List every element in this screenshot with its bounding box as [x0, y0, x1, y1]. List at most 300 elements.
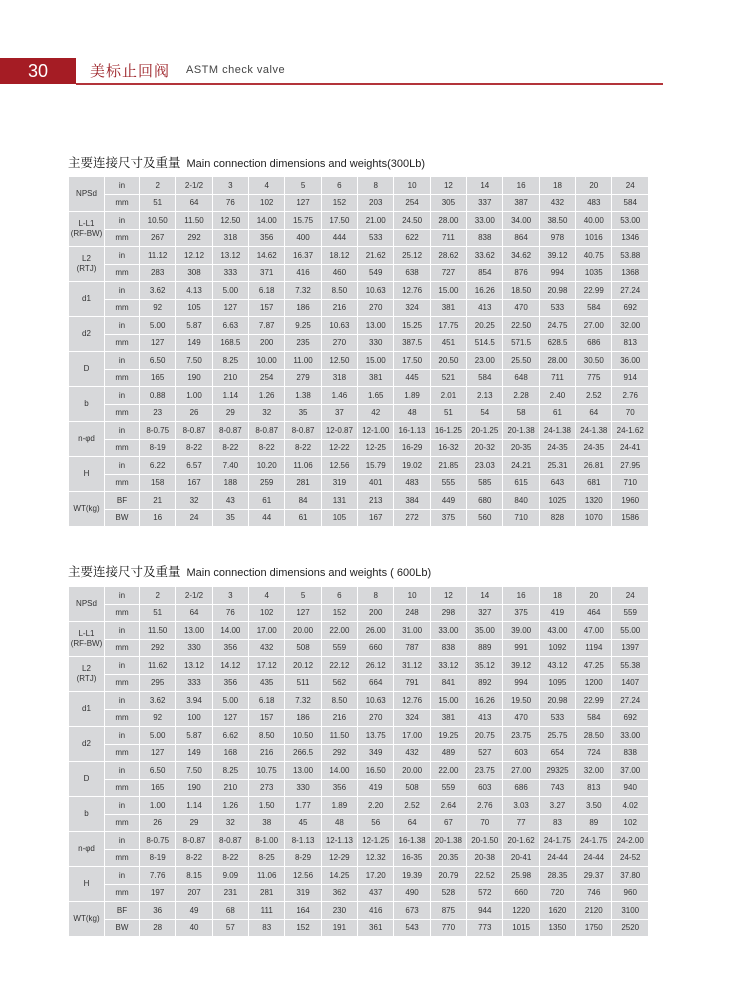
section-title-cn: 主要连接尺寸及重量 [68, 564, 181, 579]
value-cell: 22.50 [503, 317, 539, 335]
value-cell: 2.01 [430, 387, 466, 405]
value-cell: 92 [140, 299, 176, 317]
value-cell: 1407 [612, 674, 649, 692]
value-cell: 12.56 [285, 867, 321, 885]
value-cell: 43 [212, 492, 248, 510]
value-cell: 67 [430, 814, 466, 832]
value-cell: 3.62 [140, 692, 176, 710]
unit-cell: BF [105, 902, 140, 920]
value-cell: 20-38 [467, 849, 503, 867]
value-cell: 165 [140, 369, 176, 387]
unit-cell: mm [105, 639, 140, 657]
value-cell: 64 [576, 404, 612, 422]
value-cell: 680 [467, 492, 503, 510]
value-cell: 20 [576, 587, 612, 605]
value-cell: 8-29 [285, 849, 321, 867]
value-cell: 190 [176, 369, 212, 387]
page-title-en: ASTM check valve [186, 64, 286, 76]
value-cell: 8-0.87 [285, 422, 321, 440]
value-cell: 23.00 [467, 352, 503, 370]
value-cell: 10 [394, 587, 430, 605]
value-cell: 1095 [539, 674, 575, 692]
table-row [69, 849, 649, 867]
value-cell: 330 [358, 334, 394, 352]
value-cell: 17.12 [249, 657, 285, 675]
value-cell: 8.15 [176, 867, 212, 885]
value-cell: 1016 [576, 229, 612, 247]
table-row [69, 282, 649, 300]
value-cell: 1368 [612, 264, 649, 282]
value-cell: 51 [140, 194, 176, 212]
value-cell: 259 [249, 474, 285, 492]
value-cell: 5.00 [140, 727, 176, 745]
row-group-label [69, 587, 105, 622]
value-cell: 12-22 [321, 439, 357, 457]
value-cell: 13.75 [358, 727, 394, 745]
value-cell: 45 [285, 814, 321, 832]
value-cell: 854 [467, 264, 503, 282]
value-cell: 216 [321, 299, 357, 317]
value-cell: 25.12 [394, 247, 430, 265]
value-cell: 186 [285, 709, 321, 727]
value-cell: 387 [503, 194, 539, 212]
unit-cell: mm [105, 229, 140, 247]
value-cell: 333 [176, 674, 212, 692]
section-title-en: Main connection dimensions and weights(300Lb) [186, 158, 425, 170]
value-cell: 337 [467, 194, 503, 212]
row-label-line: b [84, 399, 89, 408]
value-cell: 127 [140, 334, 176, 352]
value-cell: 16.26 [467, 692, 503, 710]
value-cell: 13.00 [176, 622, 212, 640]
value-cell: 272 [394, 509, 430, 527]
unit-cell: mm [105, 439, 140, 457]
value-cell: 13.00 [285, 762, 321, 780]
table-row [69, 229, 649, 247]
value-cell: 33.62 [467, 247, 503, 265]
table-row [69, 317, 649, 335]
table-row [69, 762, 649, 780]
value-cell: 35.12 [467, 657, 503, 675]
value-cell: 686 [576, 334, 612, 352]
table-row [69, 884, 649, 902]
value-cell: 32.00 [576, 762, 612, 780]
unit-cell: in [105, 422, 140, 440]
value-cell: 20.50 [430, 352, 466, 370]
value-cell: 6.22 [140, 457, 176, 475]
table-row [69, 727, 649, 745]
value-cell: 200 [358, 604, 394, 622]
value-cell: 324 [394, 709, 430, 727]
value-cell: 22.99 [576, 282, 612, 300]
value-cell: 21 [140, 492, 176, 510]
value-cell: 8-0.75 [140, 832, 176, 850]
value-cell: 298 [430, 604, 466, 622]
value-cell: 643 [539, 474, 575, 492]
value-cell: 12.32 [358, 849, 394, 867]
value-cell: 889 [467, 639, 503, 657]
value-cell: 12 [430, 177, 466, 195]
value-cell: 25.75 [539, 727, 575, 745]
value-cell: 20-32 [467, 439, 503, 457]
value-cell: 29325 [539, 762, 575, 780]
value-cell: 34.62 [503, 247, 539, 265]
value-cell: 19.02 [394, 457, 430, 475]
value-cell: 6 [321, 177, 357, 195]
value-cell: 1346 [612, 229, 649, 247]
value-cell: 27.24 [612, 282, 649, 300]
value-cell: 24-35 [539, 439, 575, 457]
value-cell: 584 [612, 194, 649, 212]
value-cell: 15.00 [358, 352, 394, 370]
value-cell: 39.12 [503, 657, 539, 675]
value-cell: 543 [394, 919, 430, 937]
value-cell: 1350 [539, 919, 575, 937]
row-label-line: H [83, 469, 90, 478]
value-cell: 48 [394, 404, 430, 422]
unit-cell: mm [105, 674, 140, 692]
value-cell: 102 [249, 604, 285, 622]
value-cell: 892 [467, 674, 503, 692]
value-cell: 14 [467, 177, 503, 195]
value-cell: 6.50 [140, 352, 176, 370]
value-cell: 168.5 [212, 334, 248, 352]
value-cell: 6.18 [249, 282, 285, 300]
value-cell: 12-1.00 [358, 422, 394, 440]
value-cell: 12.76 [394, 282, 430, 300]
value-cell: 841 [430, 674, 466, 692]
value-cell: 24 [612, 177, 649, 195]
value-cell: 8-0.87 [212, 832, 248, 850]
value-cell: 562 [321, 674, 357, 692]
value-cell: 711 [430, 229, 466, 247]
value-cell: 31.00 [394, 622, 430, 640]
value-cell: 1.50 [249, 797, 285, 815]
value-cell: 15.25 [394, 317, 430, 335]
value-cell: 2.13 [467, 387, 503, 405]
value-cell: 664 [358, 674, 394, 692]
value-cell: 281 [249, 884, 285, 902]
value-cell: 37.00 [612, 762, 649, 780]
value-cell: 127 [285, 194, 321, 212]
value-cell: 270 [358, 299, 394, 317]
value-cell: 18 [539, 587, 575, 605]
value-cell: 787 [394, 639, 430, 657]
unit-cell: in [105, 587, 140, 605]
table-row [69, 832, 649, 850]
value-cell: 8-0.87 [212, 422, 248, 440]
value-cell: 167 [358, 509, 394, 527]
row-group-label [69, 797, 105, 832]
value-cell: 32 [249, 404, 285, 422]
value-cell: 164 [285, 902, 321, 920]
value-cell: 5.00 [212, 282, 248, 300]
value-cell: 84 [285, 492, 321, 510]
value-cell: 24-2.00 [612, 832, 649, 850]
value-cell: 68 [212, 902, 248, 920]
value-cell: 743 [539, 779, 575, 797]
value-cell: 36.00 [612, 352, 649, 370]
value-cell: 16 [503, 177, 539, 195]
value-cell: 20.25 [467, 317, 503, 335]
value-cell: 10.75 [249, 762, 285, 780]
value-cell: 8.50 [249, 727, 285, 745]
value-cell: 49 [176, 902, 212, 920]
value-cell: 356 [212, 639, 248, 657]
value-cell: 35 [212, 509, 248, 527]
value-cell: 216 [249, 744, 285, 762]
value-cell: 55.38 [612, 657, 649, 675]
table-row [69, 709, 649, 727]
value-cell: 270 [321, 334, 357, 352]
value-cell: 51 [140, 604, 176, 622]
value-cell: 318 [321, 369, 357, 387]
value-cell: 83 [249, 919, 285, 937]
value-cell: 791 [394, 674, 430, 692]
table-row [69, 212, 649, 230]
value-cell: 28.62 [430, 247, 466, 265]
value-cell: 25.98 [503, 867, 539, 885]
value-cell: 16-1.25 [430, 422, 466, 440]
table-row [69, 779, 649, 797]
value-cell: 61 [285, 509, 321, 527]
value-cell: 1750 [576, 919, 612, 937]
value-cell: 628.5 [539, 334, 575, 352]
value-cell: 27.24 [612, 692, 649, 710]
value-cell: 324 [394, 299, 430, 317]
value-cell: 11.06 [285, 457, 321, 475]
value-cell: 330 [285, 779, 321, 797]
value-cell: 356 [249, 229, 285, 247]
value-cell: 514.5 [467, 334, 503, 352]
table-row [69, 692, 649, 710]
value-cell: 413 [467, 299, 503, 317]
value-cell: 2 [140, 177, 176, 195]
table-row [69, 404, 649, 422]
table-row [69, 902, 649, 920]
value-cell: 5.00 [140, 317, 176, 335]
value-cell: 26 [140, 814, 176, 832]
value-cell: 1025 [539, 492, 575, 510]
value-cell: 5 [285, 587, 321, 605]
value-cell: 20.35 [430, 849, 466, 867]
value-cell: 2.20 [358, 797, 394, 815]
value-cell: 361 [358, 919, 394, 937]
value-cell: 30.50 [576, 352, 612, 370]
value-cell: 20.79 [430, 867, 466, 885]
value-cell: 64 [176, 604, 212, 622]
value-cell: 188 [212, 474, 248, 492]
value-cell: 20-1.50 [467, 832, 503, 850]
value-cell: 603 [467, 779, 503, 797]
value-cell: 20.98 [539, 282, 575, 300]
value-cell: 216 [321, 709, 357, 727]
value-cell: 508 [285, 639, 321, 657]
value-cell: 20-35 [503, 439, 539, 457]
value-cell: 381 [430, 709, 466, 727]
row-group-label [69, 492, 105, 527]
value-cell: 528 [430, 884, 466, 902]
unit-cell: in [105, 657, 140, 675]
value-cell: 349 [358, 744, 394, 762]
row-group-label [69, 622, 105, 657]
value-cell: 2.40 [539, 387, 575, 405]
table-row [69, 867, 649, 885]
value-cell: 230 [321, 902, 357, 920]
value-cell: 190 [176, 779, 212, 797]
value-cell: 746 [576, 884, 612, 902]
value-cell: 375 [503, 604, 539, 622]
value-cell: 7.40 [212, 457, 248, 475]
value-cell: 24-44 [576, 849, 612, 867]
value-cell: 83 [539, 814, 575, 832]
value-cell: 8-25 [249, 849, 285, 867]
row-group-label [69, 352, 105, 387]
value-cell: 76 [212, 194, 248, 212]
unit-cell: in [105, 352, 140, 370]
row-label-line: NPSd [76, 189, 97, 198]
value-cell: 61 [539, 404, 575, 422]
row-group-label [69, 422, 105, 457]
value-cell: 56 [358, 814, 394, 832]
value-cell: 1.26 [212, 797, 248, 815]
value-cell: 914 [612, 369, 649, 387]
table-row [69, 674, 649, 692]
unit-cell: mm [105, 474, 140, 492]
row-label-line: n-φd [78, 844, 95, 853]
value-cell: 1620 [539, 902, 575, 920]
table-row [69, 422, 649, 440]
value-cell: 318 [212, 229, 248, 247]
value-cell: 235 [285, 334, 321, 352]
value-cell: 3.27 [539, 797, 575, 815]
value-cell: 584 [576, 709, 612, 727]
value-cell: 572 [467, 884, 503, 902]
value-cell: 1.00 [140, 797, 176, 815]
value-cell: 89 [576, 814, 612, 832]
value-cell: 12-29 [321, 849, 357, 867]
value-cell: 2-1/2 [176, 177, 212, 195]
value-cell: 692 [612, 709, 649, 727]
value-cell: 527 [467, 744, 503, 762]
value-cell: 22.00 [321, 622, 357, 640]
value-cell: 9.25 [285, 317, 321, 335]
value-cell: 356 [321, 779, 357, 797]
value-cell: 24-52 [612, 849, 649, 867]
value-cell: 27.95 [612, 457, 649, 475]
unit-cell: in [105, 797, 140, 815]
value-cell: 9.09 [212, 867, 248, 885]
table-row [69, 334, 649, 352]
value-cell: 10.63 [358, 282, 394, 300]
value-cell: 20.75 [467, 727, 503, 745]
value-cell: 19.50 [503, 692, 539, 710]
value-cell: 33.00 [430, 622, 466, 640]
value-cell: 327 [467, 604, 503, 622]
value-cell: 248 [394, 604, 430, 622]
value-cell: 7.50 [176, 352, 212, 370]
value-cell: 22.00 [430, 762, 466, 780]
value-cell: 24-1.38 [539, 422, 575, 440]
table-row [69, 474, 649, 492]
unit-cell: in [105, 317, 140, 335]
value-cell: 8-0.87 [176, 832, 212, 850]
value-cell: 305 [430, 194, 466, 212]
value-cell: 23 [140, 404, 176, 422]
value-cell: 489 [430, 744, 466, 762]
value-cell: 838 [430, 639, 466, 657]
value-cell: 213 [358, 492, 394, 510]
value-cell: 13.12 [212, 247, 248, 265]
value-cell: 17.00 [249, 622, 285, 640]
value-cell: 200 [249, 334, 285, 352]
value-cell: 29.37 [576, 867, 612, 885]
value-cell: 20-1.25 [467, 422, 503, 440]
value-cell: 560 [467, 509, 503, 527]
value-cell: 18 [539, 177, 575, 195]
value-cell: 8-22 [176, 439, 212, 457]
value-cell: 54 [467, 404, 503, 422]
value-cell: 292 [176, 229, 212, 247]
value-cell: 12.56 [321, 457, 357, 475]
value-cell: 21.85 [430, 457, 466, 475]
value-cell: 165 [140, 779, 176, 797]
value-cell: 483 [576, 194, 612, 212]
value-cell: 375 [430, 509, 466, 527]
value-cell: 12 [430, 587, 466, 605]
value-cell: 724 [576, 744, 612, 762]
value-cell: 15.00 [430, 692, 466, 710]
value-cell: 416 [285, 264, 321, 282]
value-cell: 149 [176, 744, 212, 762]
unit-cell: in [105, 762, 140, 780]
value-cell: 266.5 [285, 744, 321, 762]
value-cell: 2-1/2 [176, 587, 212, 605]
value-cell: 775 [576, 369, 612, 387]
value-cell: 15.79 [358, 457, 394, 475]
value-cell: 8-22 [249, 439, 285, 457]
row-label-line: H [83, 879, 90, 888]
value-cell: 24-1.38 [576, 422, 612, 440]
value-cell: 40.00 [576, 212, 612, 230]
value-cell: 14.25 [321, 867, 357, 885]
value-cell: 432 [394, 744, 430, 762]
value-cell: 1220 [503, 902, 539, 920]
value-cell: 16 [503, 587, 539, 605]
row-group-label [69, 692, 105, 727]
value-cell: 22.52 [467, 867, 503, 885]
value-cell: 28.35 [539, 867, 575, 885]
value-cell: 16-35 [394, 849, 430, 867]
value-cell: 603 [503, 744, 539, 762]
value-cell: 521 [430, 369, 466, 387]
unit-cell: in [105, 727, 140, 745]
value-cell: 70 [467, 814, 503, 832]
value-cell: 64 [394, 814, 430, 832]
value-cell: 24-1.75 [539, 832, 575, 850]
value-cell: 39.12 [539, 247, 575, 265]
section-title-cn: 主要连接尺寸及重量 [68, 155, 181, 170]
value-cell: 2.76 [612, 387, 649, 405]
value-cell: 25.31 [539, 457, 575, 475]
value-cell: 18.12 [321, 247, 357, 265]
row-label-line: d1 [82, 704, 91, 713]
value-cell: 5.87 [176, 317, 212, 335]
value-cell: 444 [321, 229, 357, 247]
value-cell: 42 [358, 404, 394, 422]
value-cell: 387.5 [394, 334, 430, 352]
value-cell: 7.76 [140, 867, 176, 885]
